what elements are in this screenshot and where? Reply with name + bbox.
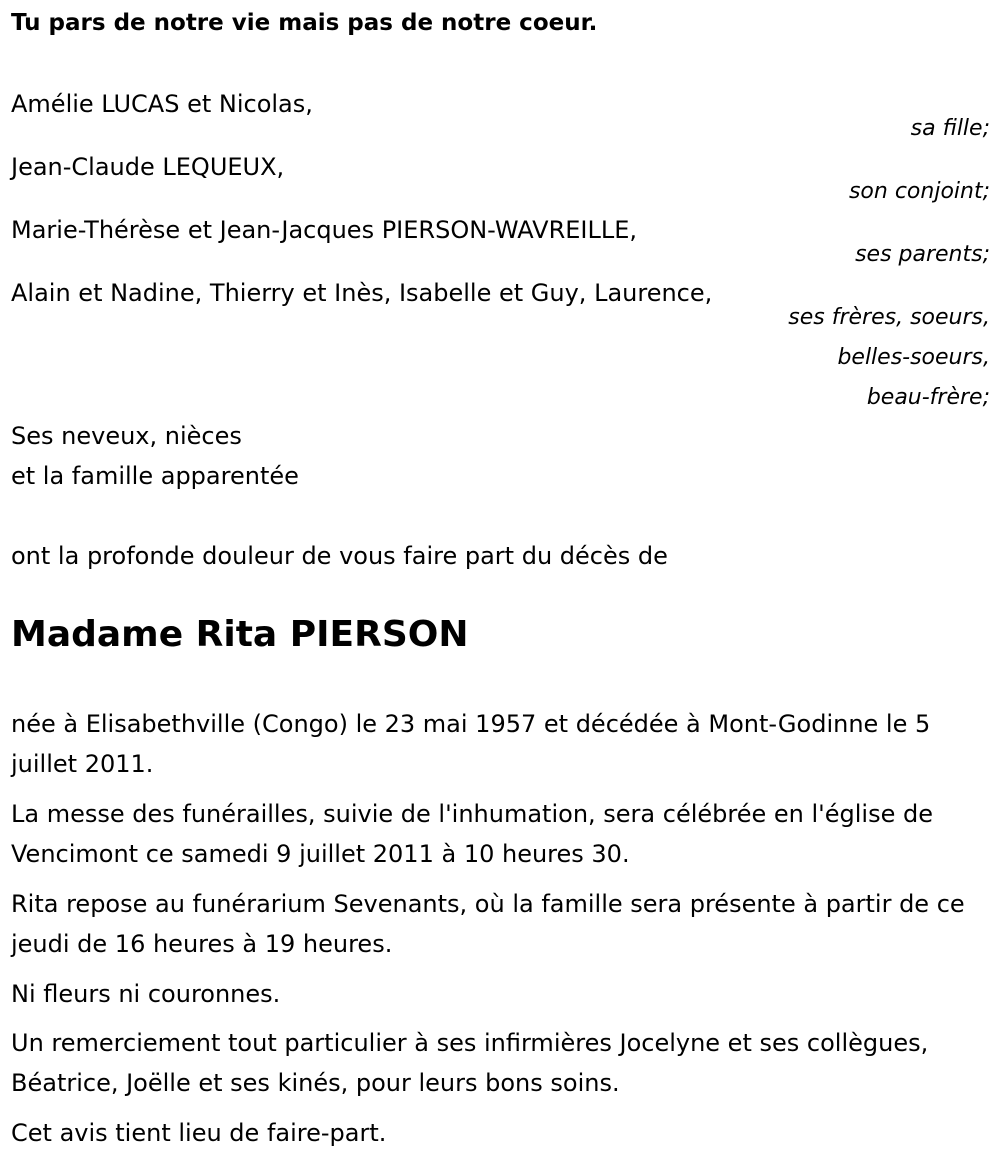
funeral-mass-paragraph: La messe des funérailles, suivie de l'inhumation, sera célébrée en l'église de Vencimont ce samedi 9 juillet 2011 à 10 heures 30. <box>11 800 933 868</box>
deceased-name: Madame Rita PIERSON <box>11 614 469 655</box>
obituary-notice <box>11 0 990 1168</box>
mourner-names-parents: Marie-Thérèse et Jean-Jacques PIERSON-WAVREILLE, <box>11 216 638 244</box>
announcement-text: ont la profonde douleur de vous faire part du décès de <box>11 542 668 570</box>
birth-death-paragraph: née à Elisabethville (Congo) le 23 mai 1957 et décédée à Mont-Godinne le 5 juillet 2011. <box>11 710 931 778</box>
notice-paragraph: Cet avis tient lieu de faire-part. <box>11 1119 387 1147</box>
mourner-names-spouse: Jean-Claude LEQUEUX, <box>11 153 285 181</box>
motto-heading: Tu pars de notre vie mais pas de notre coeur. <box>11 10 598 36</box>
mourner-relation-spouse: son conjoint; <box>848 179 990 204</box>
mourner-relation-siblings-line-2: belles-soeurs, <box>837 345 990 370</box>
no-flowers-paragraph: Ni fleurs ni couronnes. <box>11 980 281 1008</box>
mourner-relation-daughter: sa fille; <box>910 116 990 141</box>
thanks-paragraph: Un remerciement tout particulier à ses infirmières Jocelyne et ses collègues, Béatrice, Joëlle et ses kinés, pour leurs bons soins. <box>11 1029 929 1097</box>
mourner-relation-siblings-line-1: ses frères, soeurs, <box>788 305 990 330</box>
extended-family-line-2: et la famille apparentée <box>11 462 299 490</box>
extended-family-line-1: Ses neveux, nièces <box>11 422 242 450</box>
funerarium-paragraph: Rita repose au funérarium Sevenants, où la famille sera présente à partir de ce jeudi de 16 heures à 19 heures. <box>11 890 965 958</box>
mourner-relation-parents: ses parents; <box>855 242 990 267</box>
mourner-relation-siblings-line-3: beau-frère; <box>866 385 990 410</box>
mourner-names-daughter: Amélie LUCAS et Nicolas, <box>11 90 313 118</box>
mourner-names-siblings: Alain et Nadine, Thierry et Inès, Isabelle et Guy, Laurence, <box>11 279 713 307</box>
